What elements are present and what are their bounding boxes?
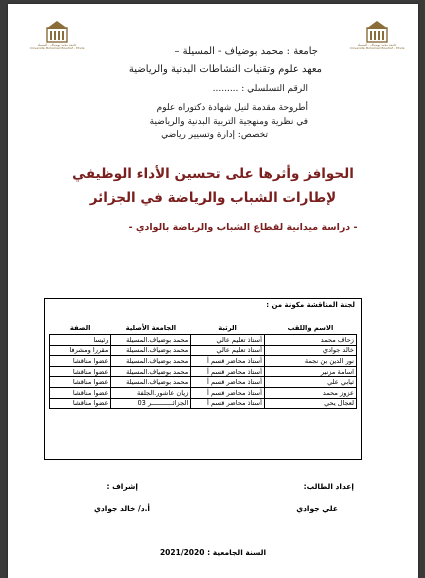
supervisor-label: إشراف : [106,482,138,491]
university-logo-right [349,18,405,58]
member-rank: أستاذ محاضر قسم أ [191,366,265,377]
member-name: خالد جوادي [264,345,356,356]
thesis-specialty: تخصص: إدارة وتسيير رياضي [161,130,268,140]
column-header-university: الجامعة الأصلية [125,324,177,332]
table-row [50,366,357,377]
table-row [50,345,357,356]
logo-caption-ar: جامعة محمد بوضياف - المسيلة [37,43,77,47]
member-rank: أستاذ محاضر قسم أ [191,398,265,409]
member-university: محمد بوضياف.المسيلة [111,356,191,367]
prepared-by-label: إعداد الطالب: [303,482,354,491]
member-role: عضوا مناقشا [50,366,111,377]
member-name: لعجال يحي [264,398,356,409]
column-header-name: الاسم واللقب [287,324,334,332]
member-rank: أستاذ تعليم عالي [191,335,265,346]
member-name: نور الدين بن نجمة [264,356,356,367]
member-rank: أستاذ محاضر قسم أ [191,356,265,367]
column-header-role: الصفة [69,324,91,332]
thesis-title-line2: لإطارات الشباب والرياضة في الجزائر [89,190,337,206]
university-name: جامعة : محمد بوضياف - المسيلة – [174,46,318,57]
member-rank: أستاذ محاضر قسم أ [191,387,265,398]
table-row [50,387,357,398]
column-header-rank: الرتبة [218,324,237,332]
serial-number: الرقم التسلسلي : ......... [212,84,308,94]
member-role: عضوا مناقشا [50,387,111,398]
member-role: عضوا مناقشا [50,398,111,409]
member-rank: أستاذ تعليم عالي [191,345,265,356]
member-university: محمد بوضياف.المسيلة [111,377,191,388]
thesis-title-line1: الحوافز وأثرها على تحسين الأداء الوظيفي [72,166,354,182]
thesis-subtitle: - دراسة ميدانية لقطاع الشباب والرياضة بالوادي - [128,222,358,233]
logo-caption-ar: جامعة محمد بوضياف - المسيلة [357,43,397,47]
member-university: الجزائـــــــــــر 03 [111,398,191,409]
supervisor-name: أ.د/ خالد جوادي [93,504,150,513]
table-row [50,356,357,367]
member-role: رئيسا [50,335,111,346]
university-emblem-icon [44,18,70,44]
document-page [8,4,418,578]
member-name: عزوز محمد [264,387,356,398]
logo-caption-en: Université Mohamed Boudiaf - M'sila [29,46,85,50]
student-name: علي جوادي [296,504,338,513]
committee-table [49,323,357,409]
member-rank: أستاذ محاضر قسم أ [191,377,265,388]
member-name: اسامة مزنير [264,366,356,377]
table-row [50,335,357,346]
committee-header-row [50,323,357,335]
member-university: محمد بوضياف.المسيلة [111,345,191,356]
table-row [50,377,357,388]
member-role: عضوا مناقشا [50,356,111,367]
university-emblem-icon [364,18,390,44]
committee-heading: لجنة المناقشة مكونة من : [266,301,355,309]
member-role: عضوا مناقشا [50,377,111,388]
committee-box [44,298,362,460]
table-row [50,398,357,409]
member-name: زحاف محمد [264,335,356,346]
member-university: محمد بوضياف.المسيلة [111,335,191,346]
thesis-description: أطروحة مقدمة لنيل شهادة دكتوراه علوم [156,103,308,113]
logo-caption-en: Université Mohamed Boudiaf - M'sila [349,46,405,50]
member-role: مقررا ومشرفا [50,345,111,356]
member-university: محمد بوضياف.المسيلة [111,366,191,377]
academic-year: السنة الجامعية : 2021/2020 [159,548,267,557]
member-name: ثيابي علي [264,377,356,388]
thesis-field: في نظرية ومنهجية التربية البدنية والرياضية [149,117,308,127]
member-university: زيان عاشور.الجلفة [111,387,191,398]
institute-name: معهد علوم وتقنيات النشاطات البدنية والرياضية [128,64,322,75]
university-logo-left [29,18,85,58]
